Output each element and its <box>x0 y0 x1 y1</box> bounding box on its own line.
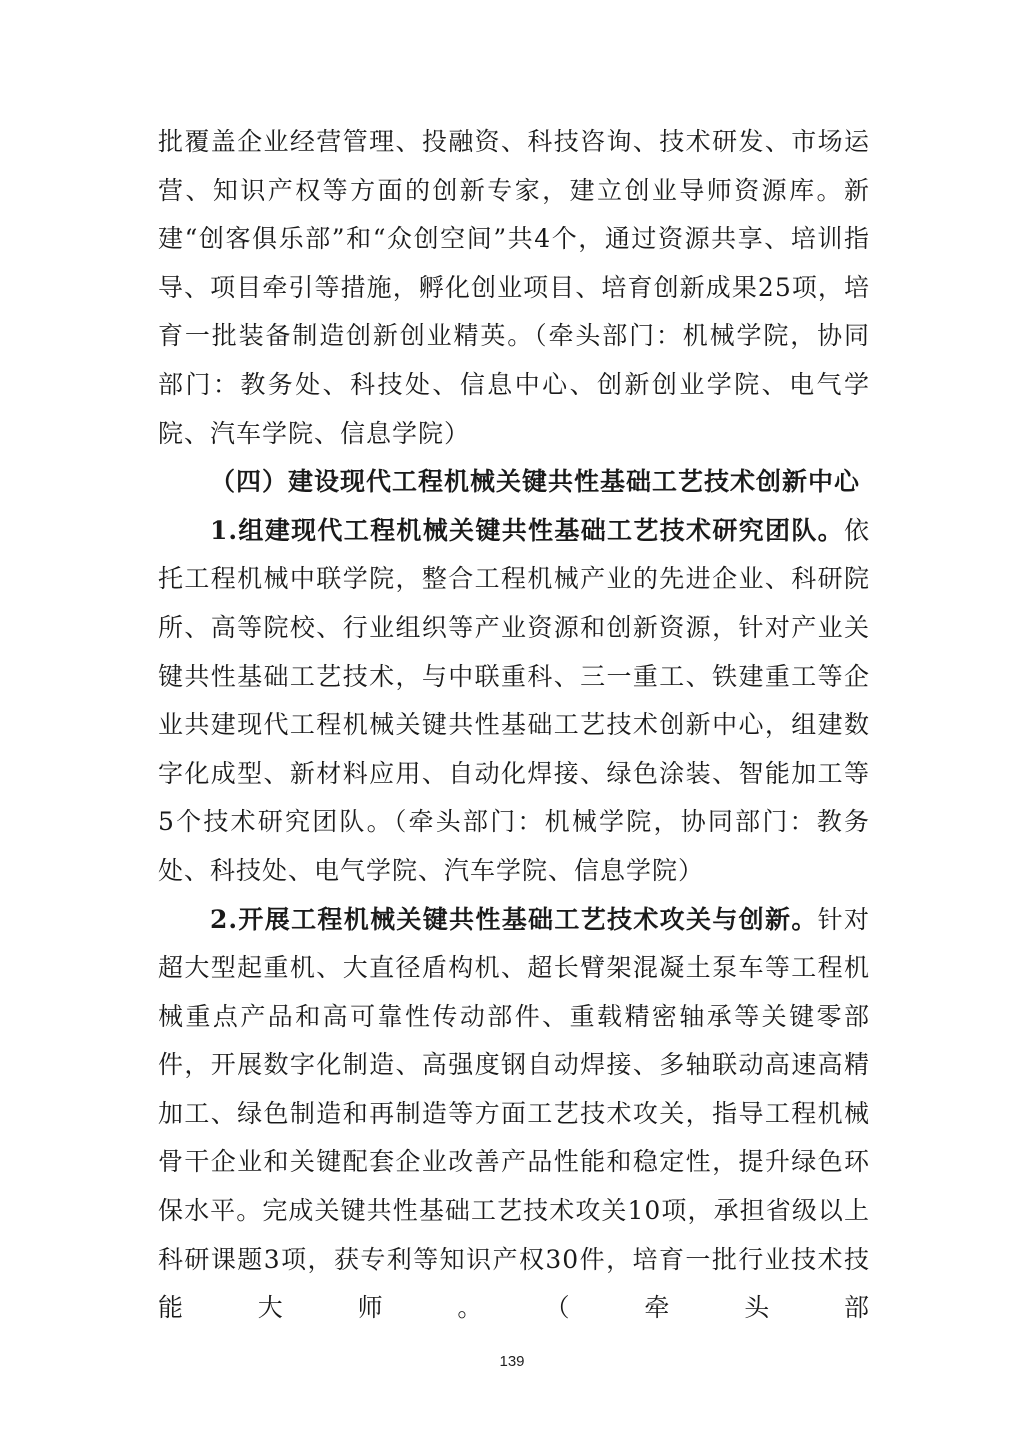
paragraph-tech-innovation-lead: 2.开展工程机械关键共性基础工艺技术攻关与创新。 <box>210 904 818 934</box>
paragraph-research-team-body: 依托工程机械中联学院，整合工程机械产业的先进企业、科研院所、高等院校、行业组织等产业资源和创新资源，针对产业关键共性基础工艺技术，与中联重科、三一重工、铁建重工等企业共建现代工程机械关键共性基础工艺技术创新中心，组建数字化成型、新材料应用、自动化焊接、绿色涂装、智能加工等5个技术研究团队。（牵头部门：机械学院，协同部门：教务处、科技处、电气学院、汽车学院、信息学院） <box>158 515 870 885</box>
paragraph-tech-innovation <box>158 896 870 1333</box>
paragraph-tech-innovation-body: 针对超大型起重机、大直径盾构机、超长臂架混凝土泵车等工程机械重点产品和高可靠性传动部件、重载精密轴承等关键零部件，开展数字化制造、高强度钢自动焊接、多轴联动高速高精加工、绿色制造和再制造等方面工艺技术攻关，指导工程机械骨干企业和关键配套企业改善产品性能和稳定性，提升绿色环保水平。完成关键共性基础工艺技术攻关10项，承担省级以上科研课题3项，获专利等知识产权30件，培育一批行业技术技能大师。（牵头部 <box>158 904 870 1323</box>
paragraph-research-team <box>158 507 870 896</box>
paragraph-mentor-resources: 批覆盖企业经营管理、投融资、科技咨询、技术研发、市场运营、知识产权等方面的创新专家，建立创业导师资源库。新建“创客俱乐部”和“众创空间”共4个，通过资源共享、培训指导、项目牵引等措施，孵化创业项目、培育创新成果25项，培育一批装备制造创新创业精英。（牵头部门：机械学院，协同部门：教务处、科技处、信息中心、创新创业学院、电气学院、汽车学院、信息学院） <box>158 127 870 448</box>
document-body <box>158 118 870 1333</box>
page-number: 139 <box>499 1353 525 1370</box>
paragraph-research-team-lead: 1.组建现代工程机械关键共性基础工艺技术研究团队。 <box>210 515 844 545</box>
section-heading-4: （四）建设现代工程机械关键共性基础工艺技术创新中心 <box>210 467 861 497</box>
